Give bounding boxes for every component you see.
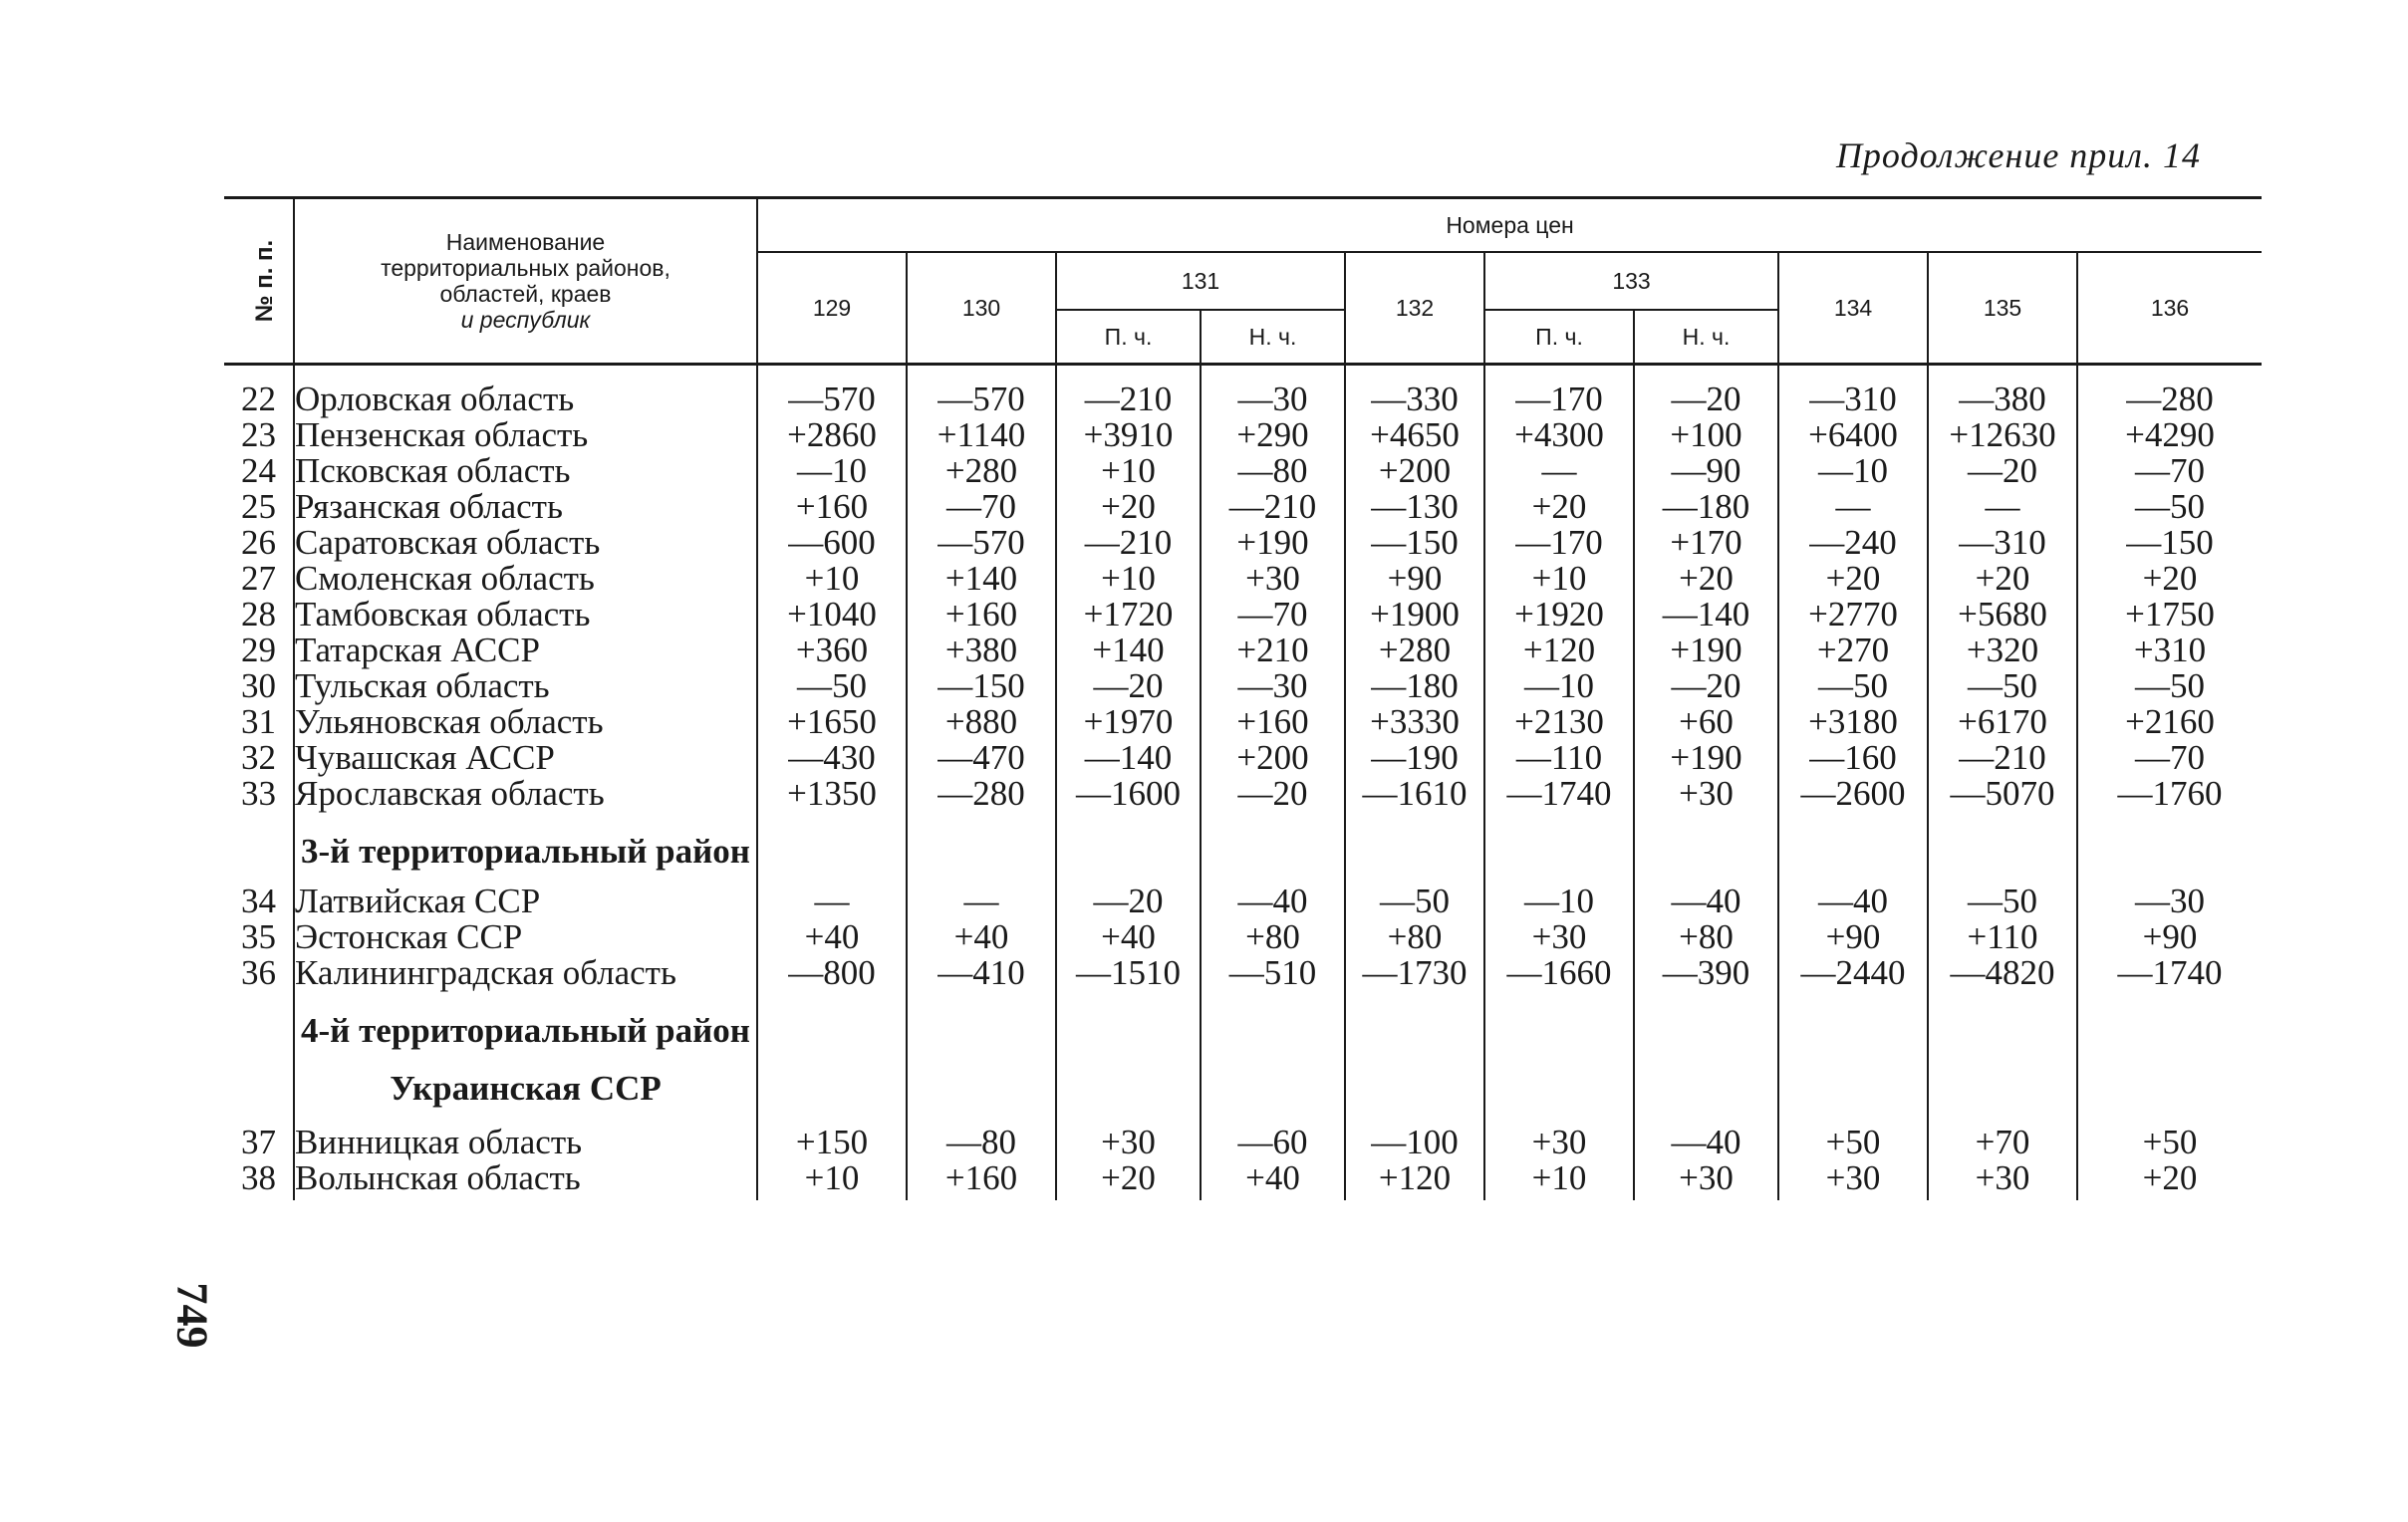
table-row: [224, 365, 2262, 418]
value-133-pch: —: [1484, 453, 1634, 489]
col-135-header: 135: [1928, 252, 2077, 365]
row-number: 32: [241, 738, 276, 777]
value-132: —190: [1345, 740, 1484, 776]
value-131-nch: +290: [1201, 417, 1345, 453]
value-130: +160: [907, 597, 1056, 633]
value-131-nch: +200: [1201, 740, 1345, 776]
value-131-pch: +30: [1056, 1125, 1201, 1160]
table-row: [224, 417, 2262, 453]
section-title-3: 3-й территориальный район: [294, 812, 757, 884]
price-table: [224, 196, 2262, 1200]
value-133-nch: —40: [1634, 884, 1778, 919]
col-131-header: 131: [1056, 252, 1345, 310]
value-130: +380: [907, 633, 1056, 668]
section-subtitle-ukraine: Украинская ССР: [294, 1063, 757, 1125]
row-number: 37: [241, 1123, 276, 1161]
row-number: 36: [241, 953, 276, 992]
value-134: —310: [1778, 365, 1928, 418]
value-133-pch: —170: [1484, 525, 1634, 561]
value-132: —1730: [1345, 955, 1484, 991]
value-135: +6170: [1928, 704, 2077, 740]
value-130: +160: [907, 1160, 1056, 1200]
value-131-nch: +160: [1201, 704, 1345, 740]
value-133-pch: —110: [1484, 740, 1634, 776]
region-name: Рязанская область: [294, 489, 757, 525]
value-130: +880: [907, 704, 1056, 740]
value-133-nch: —40: [1634, 1125, 1778, 1160]
value-135: +5680: [1928, 597, 2077, 633]
value-134: +2770: [1778, 597, 1928, 633]
value-129: +160: [757, 489, 907, 525]
region-name: Пензенская область: [294, 417, 757, 453]
value-134: —50: [1778, 668, 1928, 704]
table-row: [224, 597, 2262, 633]
value-132: —50: [1345, 884, 1484, 919]
value-136: —150: [2077, 525, 2262, 561]
value-131-pch: —1510: [1056, 955, 1201, 991]
value-133-nch: —390: [1634, 955, 1778, 991]
region-name-header: Наименование территориальных районов, областей, краев и республик: [294, 198, 757, 365]
row-number: 33: [241, 774, 276, 813]
value-132: —330: [1345, 365, 1484, 418]
value-133-nch: —20: [1634, 668, 1778, 704]
value-133-pch: —1660: [1484, 955, 1634, 991]
value-135: +12630: [1928, 417, 2077, 453]
value-136: +20: [2077, 561, 2262, 597]
region-name: Ульяновская область: [294, 704, 757, 740]
value-131-nch: +190: [1201, 525, 1345, 561]
region-name: Калининградская область: [294, 955, 757, 991]
value-134: +90: [1778, 919, 1928, 955]
value-129: +150: [757, 1125, 907, 1160]
value-133-pch: +120: [1484, 633, 1634, 668]
value-135: +110: [1928, 919, 2077, 955]
table-row: [224, 740, 2262, 776]
col-130-header: 130: [907, 252, 1056, 365]
value-134: —240: [1778, 525, 1928, 561]
value-133-pch: +10: [1484, 561, 1634, 597]
value-131-pch: —20: [1056, 668, 1201, 704]
region-name: Тульская область: [294, 668, 757, 704]
value-131-nch: —30: [1201, 365, 1345, 418]
region-name: Саратовская область: [294, 525, 757, 561]
value-129: +1650: [757, 704, 907, 740]
value-131-pch: —140: [1056, 740, 1201, 776]
value-129: +10: [757, 1160, 907, 1200]
value-132: +120: [1345, 1160, 1484, 1200]
value-133-nch: +60: [1634, 704, 1778, 740]
value-135: —: [1928, 489, 2077, 525]
value-135: —5070: [1928, 776, 2077, 812]
region-name: Ярославская область: [294, 776, 757, 812]
value-134: —2440: [1778, 955, 1928, 991]
table-row: [224, 955, 2262, 991]
value-134: +50: [1778, 1125, 1928, 1160]
row-number: 26: [241, 523, 276, 562]
value-133-pch: +4300: [1484, 417, 1634, 453]
value-136: —1740: [2077, 955, 2262, 991]
section-row: [224, 1063, 2262, 1125]
value-131-nch: —60: [1201, 1125, 1345, 1160]
table-row: [224, 489, 2262, 525]
value-133-pch: +1920: [1484, 597, 1634, 633]
row-number: 35: [241, 917, 276, 956]
value-131-nch: +40: [1201, 1160, 1345, 1200]
col-133-pch-header: П. ч.: [1484, 310, 1634, 365]
value-131-nch: —70: [1201, 597, 1345, 633]
value-132: —130: [1345, 489, 1484, 525]
value-131-nch: —30: [1201, 668, 1345, 704]
value-129: —: [757, 884, 907, 919]
col-129-header: 129: [757, 252, 907, 365]
value-131-pch: +3910: [1056, 417, 1201, 453]
value-133-pch: —10: [1484, 884, 1634, 919]
value-129: +10: [757, 561, 907, 597]
value-136: +20: [2077, 1160, 2262, 1200]
row-number: 34: [241, 882, 276, 920]
value-133-pch: —10: [1484, 668, 1634, 704]
value-131-pch: +20: [1056, 1160, 1201, 1200]
value-131-pch: +1970: [1056, 704, 1201, 740]
value-133-pch: +30: [1484, 919, 1634, 955]
value-129: +1040: [757, 597, 907, 633]
value-133-nch: +190: [1634, 633, 1778, 668]
value-133-nch: +80: [1634, 919, 1778, 955]
value-135: —4820: [1928, 955, 2077, 991]
table-row: [224, 561, 2262, 597]
value-129: +1350: [757, 776, 907, 812]
value-136: +4290: [2077, 417, 2262, 453]
value-134: +30: [1778, 1160, 1928, 1200]
value-132: +1900: [1345, 597, 1484, 633]
region-name: Латвийская ССР: [294, 884, 757, 919]
value-132: +3330: [1345, 704, 1484, 740]
value-136: +90: [2077, 919, 2262, 955]
col-134-header: 134: [1778, 252, 1928, 365]
col-133-header: 133: [1484, 252, 1778, 310]
value-132: +200: [1345, 453, 1484, 489]
value-136: —280: [2077, 365, 2262, 418]
value-129: +360: [757, 633, 907, 668]
value-133-nch: —90: [1634, 453, 1778, 489]
value-133-nch: +170: [1634, 525, 1778, 561]
row-number: 38: [241, 1158, 276, 1197]
value-131-pch: +10: [1056, 561, 1201, 597]
value-136: —30: [2077, 884, 2262, 919]
table-body: [224, 365, 2262, 1201]
value-130: —280: [907, 776, 1056, 812]
value-134: +20: [1778, 561, 1928, 597]
value-135: +320: [1928, 633, 2077, 668]
value-136: —50: [2077, 489, 2262, 525]
value-129: —50: [757, 668, 907, 704]
region-name: Эстонская ССР: [294, 919, 757, 955]
value-129: —600: [757, 525, 907, 561]
table-row: [224, 919, 2262, 955]
value-134: —2600: [1778, 776, 1928, 812]
value-130: —470: [907, 740, 1056, 776]
price-numbers-header: Номера цен: [757, 198, 2262, 253]
value-130: +40: [907, 919, 1056, 955]
value-136: —70: [2077, 740, 2262, 776]
region-name: Винницкая область: [294, 1125, 757, 1160]
value-130: +280: [907, 453, 1056, 489]
value-131-nch: —80: [1201, 453, 1345, 489]
region-name: Смоленская область: [294, 561, 757, 597]
value-131-pch: —20: [1056, 884, 1201, 919]
row-number: 23: [241, 415, 276, 454]
value-134: —160: [1778, 740, 1928, 776]
value-134: —: [1778, 489, 1928, 525]
value-130: —80: [907, 1125, 1056, 1160]
value-135: +30: [1928, 1160, 2077, 1200]
row-number: 30: [241, 666, 276, 705]
value-132: —180: [1345, 668, 1484, 704]
value-133-nch: +190: [1634, 740, 1778, 776]
value-135: —50: [1928, 668, 2077, 704]
value-134: +270: [1778, 633, 1928, 668]
row-number: 27: [241, 559, 276, 598]
value-135: +70: [1928, 1125, 2077, 1160]
value-134: —40: [1778, 884, 1928, 919]
value-132: +4650: [1345, 417, 1484, 453]
value-132: +90: [1345, 561, 1484, 597]
row-number: 24: [241, 451, 276, 490]
value-131-nch: +30: [1201, 561, 1345, 597]
region-name: Тамбовская область: [294, 597, 757, 633]
value-130: —570: [907, 365, 1056, 418]
value-130: —150: [907, 668, 1056, 704]
region-name: Псковская область: [294, 453, 757, 489]
continuation-caption: Продолжение прил. 14: [1835, 135, 2201, 175]
value-131-nch: —510: [1201, 955, 1345, 991]
page-number: 749: [167, 1282, 217, 1349]
col-133-nch-header: Н. ч.: [1634, 310, 1778, 365]
value-129: +2860: [757, 417, 907, 453]
value-133-pch: +20: [1484, 489, 1634, 525]
value-133-nch: —140: [1634, 597, 1778, 633]
value-135: —380: [1928, 365, 2077, 418]
value-136: +50: [2077, 1125, 2262, 1160]
col-131-nch-header: Н. ч.: [1201, 310, 1345, 365]
value-130: —570: [907, 525, 1056, 561]
region-name: Чувашская АССР: [294, 740, 757, 776]
section-row: [224, 812, 2262, 884]
value-133-nch: +30: [1634, 776, 1778, 812]
value-131-nch: —40: [1201, 884, 1345, 919]
region-name: Орловская область: [294, 365, 757, 418]
value-131-nch: +80: [1201, 919, 1345, 955]
value-130: —70: [907, 489, 1056, 525]
value-134: +6400: [1778, 417, 1928, 453]
value-130: —410: [907, 955, 1056, 991]
value-131-pch: —210: [1056, 525, 1201, 561]
value-131-pch: —210: [1056, 365, 1201, 418]
value-131-pch: +140: [1056, 633, 1201, 668]
table-row: [224, 525, 2262, 561]
value-133-pch: +2130: [1484, 704, 1634, 740]
row-number: 25: [241, 487, 276, 526]
table-row: [224, 1125, 2262, 1160]
region-name: Волынская область: [294, 1160, 757, 1200]
table-row: [224, 1160, 2262, 1200]
value-135: +20: [1928, 561, 2077, 597]
row-number: 31: [241, 702, 276, 741]
region-name: Татарская АССР: [294, 633, 757, 668]
table-row: [224, 884, 2262, 919]
value-130: +1140: [907, 417, 1056, 453]
value-132: +280: [1345, 633, 1484, 668]
value-129: +40: [757, 919, 907, 955]
value-131-pch: +40: [1056, 919, 1201, 955]
table-row: [224, 453, 2262, 489]
value-133-nch: —180: [1634, 489, 1778, 525]
value-136: +2160: [2077, 704, 2262, 740]
col-136-header: 136: [2077, 252, 2262, 365]
value-131-pch: +1720: [1056, 597, 1201, 633]
value-133-nch: +30: [1634, 1160, 1778, 1200]
value-130: +140: [907, 561, 1056, 597]
table-row: [224, 633, 2262, 668]
value-131-pch: +20: [1056, 489, 1201, 525]
value-134: —10: [1778, 453, 1928, 489]
value-135: —50: [1928, 884, 2077, 919]
table-row: [224, 704, 2262, 740]
value-133-nch: +20: [1634, 561, 1778, 597]
row-number: 29: [241, 631, 276, 669]
section-title-4: 4-й территориальный район: [294, 991, 757, 1063]
table-row: [224, 668, 2262, 704]
col-131-pch-header: П. ч.: [1056, 310, 1201, 365]
value-133-nch: —20: [1634, 365, 1778, 418]
row-number: 28: [241, 595, 276, 634]
value-133-pch: —170: [1484, 365, 1634, 418]
value-132: —100: [1345, 1125, 1484, 1160]
row-number: 22: [241, 380, 276, 418]
value-136: —1760: [2077, 776, 2262, 812]
value-135: —20: [1928, 453, 2077, 489]
value-136: —70: [2077, 453, 2262, 489]
value-133-nch: +100: [1634, 417, 1778, 453]
value-136: —50: [2077, 668, 2262, 704]
value-131-nch: +210: [1201, 633, 1345, 668]
section-row: [224, 991, 2262, 1063]
value-132: +80: [1345, 919, 1484, 955]
table-header: [224, 198, 2262, 365]
value-130: —: [907, 884, 1056, 919]
value-133-pch: +10: [1484, 1160, 1634, 1200]
value-136: +310: [2077, 633, 2262, 668]
value-136: +1750: [2077, 597, 2262, 633]
table-row: [224, 776, 2262, 812]
value-129: —430: [757, 740, 907, 776]
col-132-header: 132: [1345, 252, 1484, 365]
value-129: —10: [757, 453, 907, 489]
value-129: —570: [757, 365, 907, 418]
row-number-header: № п. п.: [224, 198, 294, 365]
value-135: —210: [1928, 740, 2077, 776]
value-129: —800: [757, 955, 907, 991]
value-131-nch: —210: [1201, 489, 1345, 525]
value-133-pch: —1740: [1484, 776, 1634, 812]
value-132: —150: [1345, 525, 1484, 561]
value-133-pch: +30: [1484, 1125, 1634, 1160]
value-132: —1610: [1345, 776, 1484, 812]
value-135: —310: [1928, 525, 2077, 561]
value-131-nch: —20: [1201, 776, 1345, 812]
value-131-pch: +10: [1056, 453, 1201, 489]
value-131-pch: —1600: [1056, 776, 1201, 812]
value-134: +3180: [1778, 704, 1928, 740]
